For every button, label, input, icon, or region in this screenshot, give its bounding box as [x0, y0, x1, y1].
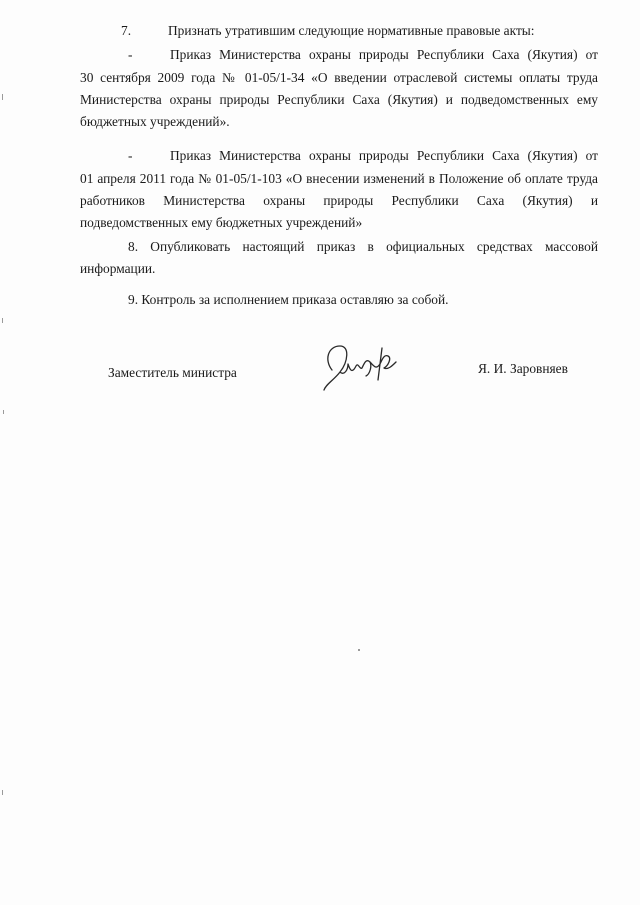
act-2-text: 01 апреля 2011 года № 01-05/1-103 «О внесении изменений в Положение об оплате труда работников Министерства охраны природы Республики Саха (Якутия) и подведомственных ему бюджетных учреждений» [80, 171, 598, 231]
scan-speck [2, 94, 3, 100]
signatory-name: Я. И. Заровняев [478, 361, 568, 376]
item-7-text: Признать утратившим следующие нормативные правовые акты: [168, 23, 535, 38]
item-8-text: 8. Опубликовать настоящий приказ в официальных средствах массовой информации. [80, 239, 598, 277]
act-1-text: 30 сентября 2009 года № 01-05/1-34 «О введении отраслевой системы оплаты труда Министерства охраны природы Республики Саха (Якутия) и подведомственных ему бюджетных учреждений». [80, 70, 598, 130]
scan-speck [2, 318, 3, 323]
scan-speck [2, 790, 3, 795]
scan-speck [3, 410, 4, 414]
item-7-number: 7. [121, 23, 132, 38]
act-2-first-line: Приказ Министерства охраны природы Республики Саха (Якутия) от [170, 148, 598, 163]
handwritten-signature [318, 340, 404, 398]
act-1-dash: - [128, 47, 133, 62]
act-1-first-line: Приказ Министерства охраны природы Республики Саха (Якутия) от [170, 47, 598, 62]
scan-speck [358, 649, 360, 651]
act-2-dash: - [128, 148, 133, 163]
signatory-position: Заместитель министра [108, 365, 237, 380]
item-9-text: 9. Контроль за исполнением приказа оставляю за собой. [128, 292, 449, 307]
